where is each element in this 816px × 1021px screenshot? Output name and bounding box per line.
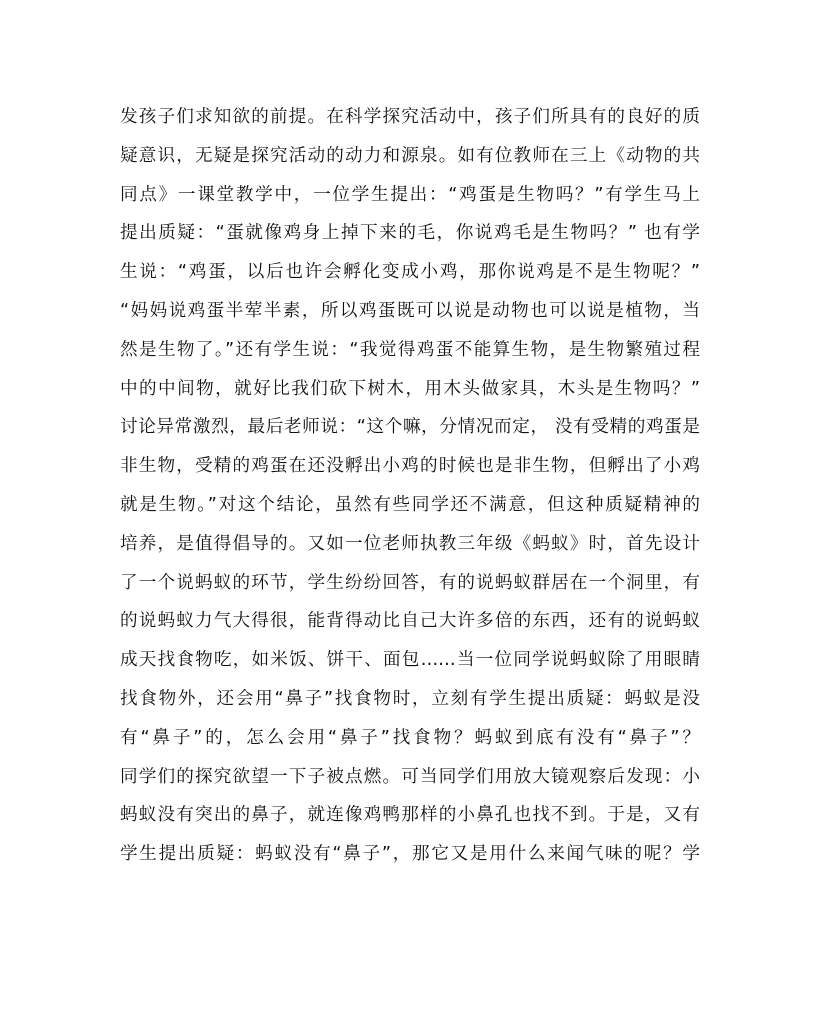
text-line: 提出质疑：“蛋就像鸡身上掉下来的毛，你说鸡毛是生物吗？” 也有学 [120,223,700,244]
text-line: 找食物外，还会用“鼻子”找食物时，立刻有学生提出质疑：蚂蚁是没 [120,688,700,709]
text-line: 非生物，受精的鸡蛋在还没孵出小鸡的时候也是非生物，但孵出了小鸡 [120,456,700,477]
text-line: 就是生物。”对这个结论，虽然有些同学还不满意，但这种质疑精神的 [120,494,700,515]
text-line: 同点》一课堂教学中，一位学生提出：“鸡蛋是生物吗？”有学生马上 [120,184,700,205]
text-line: 讨论异常激烈，最后老师说：“这个嘛，分情况而定， 没有受精的鸡蛋是 [120,417,700,438]
text-line: 生说：“鸡蛋，以后也许会孵化变成小鸡，那你说鸡是不是生物呢？” [120,262,700,283]
text-line: 了一个说蚂蚁的环节，学生纷纷回答，有的说蚂蚁群居在一个洞里，有 [120,572,700,593]
text-line: 然是生物了。”还有学生说：“我觉得鸡蛋不能算生物，是生物繁殖过程 [120,339,700,360]
text-line: 发孩子们求知欲的前提。在科学探究活动中，孩子们所具有的良好的质 [120,107,700,127]
body-text [120,98,700,874]
text-line: 疑意识，无疑是探究活动的动力和源泉。如有位教师在三上《动物的共 [120,145,700,166]
text-line: 中的中间物，就好比我们砍下树木，用木头做家具，木头是生物吗？” [120,378,700,399]
text-line: 成天找食物吃，如米饭、饼干、面包……当一位同学说蚂蚁除了用眼睛 [120,650,700,671]
text-line: 的说蚂蚁力气大得很，能背得动比自己大许多倍的东西，还有的说蚂蚁 [120,611,700,632]
text-line: “妈妈说鸡蛋半荤半素，所以鸡蛋既可以说是动物也可以说是植物，当 [120,300,700,321]
text-line: 培养，是值得倡导的。又如一位老师执教三年级《蚂蚁》时，首先设计 [120,533,700,554]
text-line: 有“鼻子”的，怎么会用“鼻子”找食物？蚂蚁到底有没有“鼻子”？ [120,727,700,748]
text-line: 蚂蚁没有突出的鼻子，就连像鸡鸭那样的小鼻孔也找不到。于是，又有 [120,805,700,826]
text-line: 同学们的探究欲望一下子被点燃。可当同学们用放大镜观察后发现：小 [120,766,700,787]
text-line: 学生提出质疑：蚂蚁没有“鼻子”，那它又是用什么来闻气味的呢？学 [120,844,700,865]
